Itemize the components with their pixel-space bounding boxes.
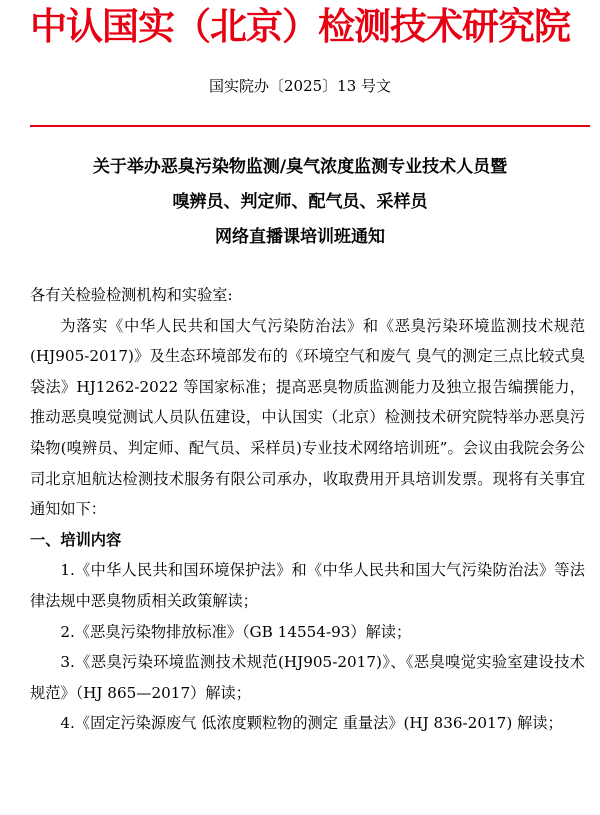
list-item: 1.《中华人民共和国环境保护法》和《中华人民共和国大气污染防治法》等法律法规中恶臭物质相关政策解读；	[30, 561, 585, 610]
notice-title-line-1: 关于举办恶臭污染物监测/臭气浓度监测专业技术人员暨	[92, 157, 508, 177]
notice-title-line-2: 嗅辨员、判定师、配气员、采样员	[172, 192, 428, 212]
section-heading-training-content: 一、培训内容	[30, 530, 122, 549]
list-item: 3.《恶臭污染环境监测技术规范(HJ905-2017)》、《恶臭嗅觉实验室建设技术规范》（HJ 865—2017）解读；	[30, 653, 585, 702]
notice-title	[0, 150, 600, 255]
notice-title-line-3: 网络直播课培训班通知	[215, 227, 385, 247]
document-number: 国实院办〔2025〕13 号文	[208, 77, 392, 95]
list-item: 4.《固定污染源废气 低浓度颗粒物的测定 重量法》(HJ 836-2017) 解读；	[60, 714, 563, 733]
notice-body	[30, 280, 585, 739]
organization-title: 中认国实（北京）检测技术研究院	[30, 5, 570, 48]
salutation: 各有关检验检测机构和实验室:	[30, 286, 233, 304]
list-item: 2.《恶臭污染物排放标准》（GB 14554-93）解读；	[60, 622, 412, 641]
intro-paragraph: 为落实《中华人民共和国大气污染防治法》和《恶臭污染环境监测技术规范(HJ905-2017)》及生态环境部发布的《环境空气和废气 臭气的测定三点比较式臭袋法》HJ1262-2022 等国家标准；提高恶臭物质监测能力及独立报告编撰能力，推动恶臭嗅觉测试人员队伍建设，中认国实（北京）检测技术研究院特举办恶臭污染物(嗅辨员、判定师、配气员、采样员)专业技术网络培训班”。会议由我院会务公司北京旭航达检测技术服务有限公司承办，收取费用开具培训发票。现将有关事宜通知如下：	[30, 316, 585, 519]
red-divider-line	[30, 125, 590, 127]
